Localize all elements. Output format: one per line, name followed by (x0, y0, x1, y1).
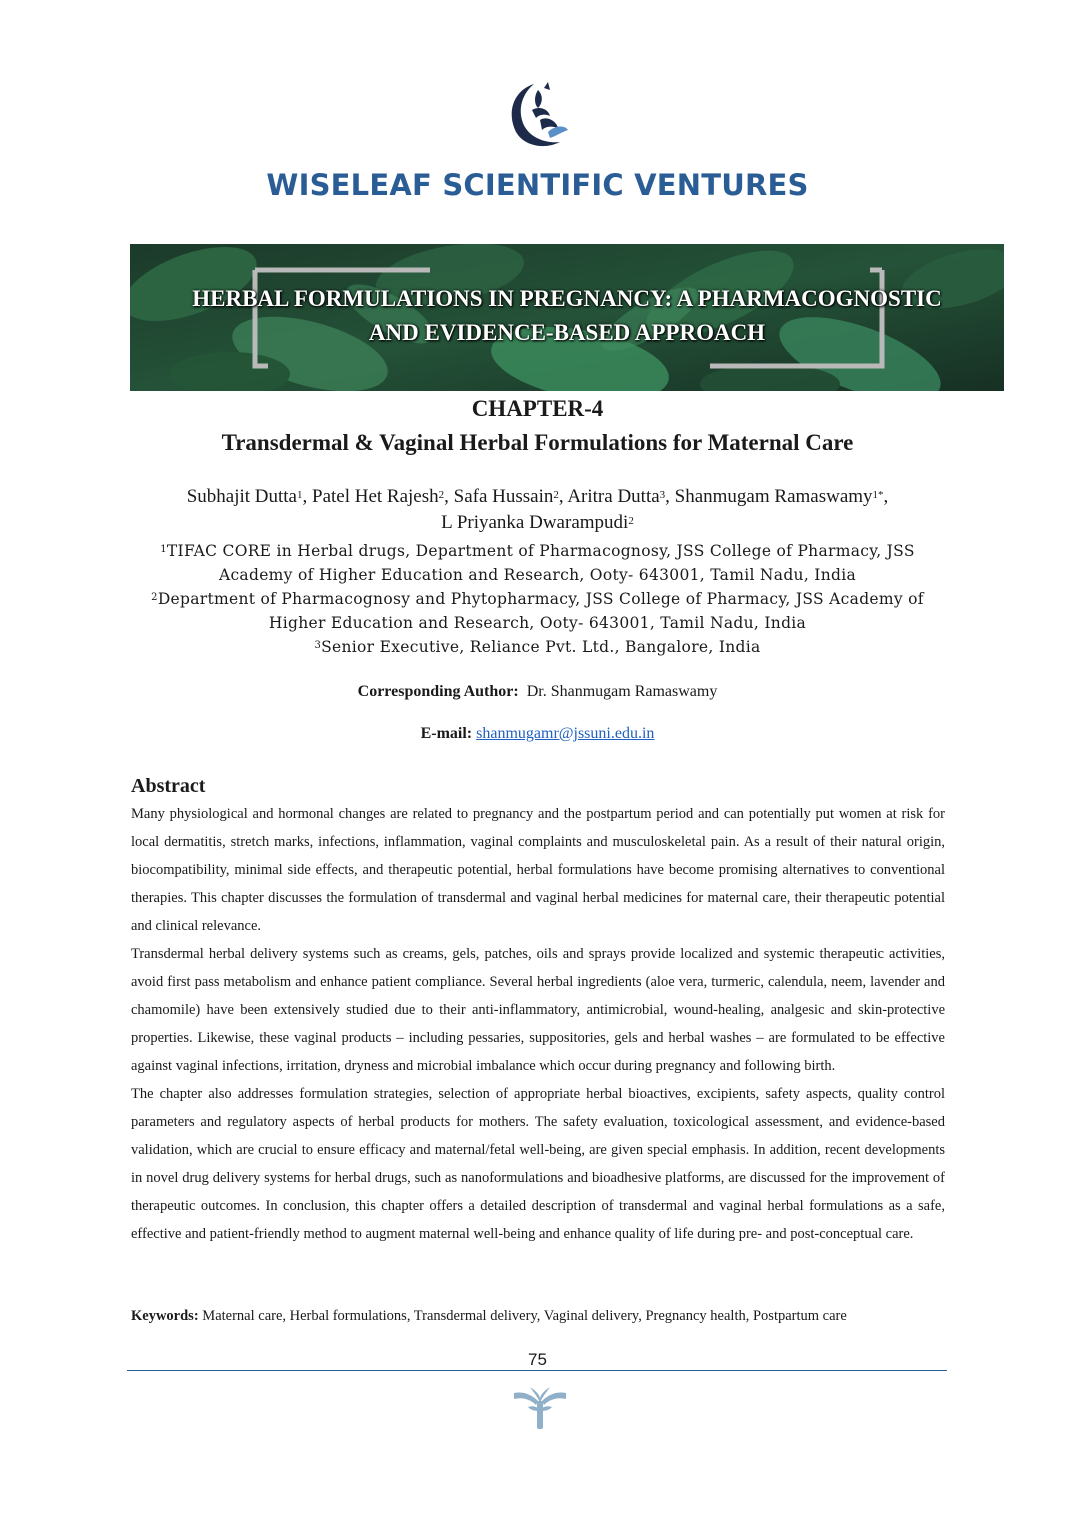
affiliation-marker: 3 (659, 489, 666, 501)
affiliation-marker: 1 (297, 489, 303, 501)
affiliation-marker: 2 (628, 515, 634, 527)
affiliation-marker: 1* (872, 489, 884, 501)
abstract-body (131, 800, 945, 1248)
author-separator: , (883, 486, 889, 507)
affiliation-marker: 2 (438, 489, 445, 501)
corresponding-author (0, 683, 1075, 701)
affiliation-text: TIFAC CORE in Herbal drugs, Department of Pharmacognosy, JSS College of Pharmacy, JSS (166, 542, 915, 560)
publisher-name: WISELEAF SCIENTIFIC VENTURES (266, 168, 809, 202)
corresponding-author-name: Dr. Shanmugam Ramaswamy (526, 683, 718, 700)
author-name: Subhajit Dutta (186, 486, 297, 507)
abstract-paragraph: Transdermal herbal delivery systems such as creams, gels, patches, oils and sprays provide localized and systemic therapeutic activities, avoid first pass metabolism and enhance patient compliance. Several herbal ingredients (aloe vera, turmeric, calendula, neem, lavender and chamomile) have been extensively studied due to their anti-inflammatory, antimicrobial, wound-healing, analgesic and skin-protective properties. Likewise, these vaginal products – including pessaries, suppositories, gels and herbal washes – are formulated to be effective against vaginal infections, irritation, dryness and microbial imbalance which occur during pregnancy and following birth. (131, 946, 945, 1074)
email-link[interactable]: shanmugamr@jssuni.edu.in (476, 725, 655, 742)
chapter-title: Transdermal & Vaginal Herbal Formulations for Maternal Care (221, 430, 854, 455)
affiliation-text: Department of Pharmacognosy and Phytopharmacy, JSS College of Pharmacy, JSS Academy of (157, 590, 924, 608)
book-title-line-1: HERBAL FORMULATIONS IN PREGNANCY: A PHARMACOGNOSTIC (192, 286, 942, 311)
affiliation-text: Higher Education and Research, Ooty- 643001, Tamil Nadu, India (268, 614, 807, 632)
keywords-text: Maternal care, Herbal formulations, Transdermal delivery, Vaginal delivery, Pregnancy health, Postpartum care (198, 1308, 847, 1324)
affiliation-text: Senior Executive, Reliance Pvt. Ltd., Bangalore, India (321, 638, 761, 656)
keywords (131, 1305, 945, 1327)
author-name: , Patel Het Rajesh (302, 486, 439, 507)
abstract-heading: Abstract (131, 775, 206, 797)
email-line (0, 725, 1075, 743)
email-label: E-mail: (420, 725, 473, 742)
page-number: 75 (528, 1350, 547, 1369)
corresponding-author-label: Corresponding Author: (357, 683, 519, 700)
affiliation-text: Academy of Higher Education and Research, Ooty- 643001, Tamil Nadu, India (218, 566, 857, 584)
publisher-logo (504, 80, 570, 152)
book-title-line-2: AND EVIDENCE-BASED APPROACH (368, 320, 766, 345)
keywords-label: Keywords: (131, 1308, 199, 1324)
author-list (0, 484, 1075, 536)
abstract-paragraph: The chapter also addresses formulation strategies, selection of appropriate herbal bioactives, excipients, safety aspects, quality control parameters and regulatory aspects of herbal products for mothers. The safety evaluation, toxicological assessment, and evidence-based validation, which are crucial to ensure efficacy and maternal/fetal well-being, are given special emphasis. In addition, recent developments in novel drug delivery systems for herbal drugs, such as nanoformulations and bioadhesive platforms, are discussed for the improvement of therapeutic outcomes. In conclusion, this chapter offers a detailed description of transdermal and vaginal herbal formulations as a safe, effective and patient-friendly method to augment maternal well-being and enhance quality of life during pre- and post-conceptual care. (131, 1086, 945, 1242)
author-name: , Shanmugam Ramaswamy (665, 486, 873, 507)
affiliations (0, 539, 1075, 659)
affiliation-marker: 1 (160, 544, 167, 555)
author-name: L Priyanka Dwarampudi (441, 512, 629, 533)
chapter-number: CHAPTER-4 (471, 396, 604, 421)
author-name: , Safa Hussain (444, 486, 554, 507)
abstract-paragraph: Many physiological and hormonal changes are related to pregnancy and the postpartum period and can potentially put women at risk for local dermatitis, stretch marks, infections, inflammation, vaginal complaints and musculoskeletal pain. As a result of their natural origin, biocompatibility, minimal side effects, and therapeutic potential, herbal formulations have become promising alternatives to conventional therapies. This chapter discusses the formulation of transdermal and vaginal herbal medicines for maternal care, their therapeutic potential and clinical relevance. (131, 806, 945, 934)
affiliation-marker: 2 (151, 592, 158, 603)
footer-divider (127, 1370, 947, 1371)
book-title (130, 282, 1004, 350)
affiliation-marker: 2 (553, 489, 559, 501)
affiliation-marker: 3 (314, 640, 322, 651)
author-name: , Aritra Dutta (558, 486, 660, 507)
footer-leaf-logo (510, 1385, 570, 1431)
